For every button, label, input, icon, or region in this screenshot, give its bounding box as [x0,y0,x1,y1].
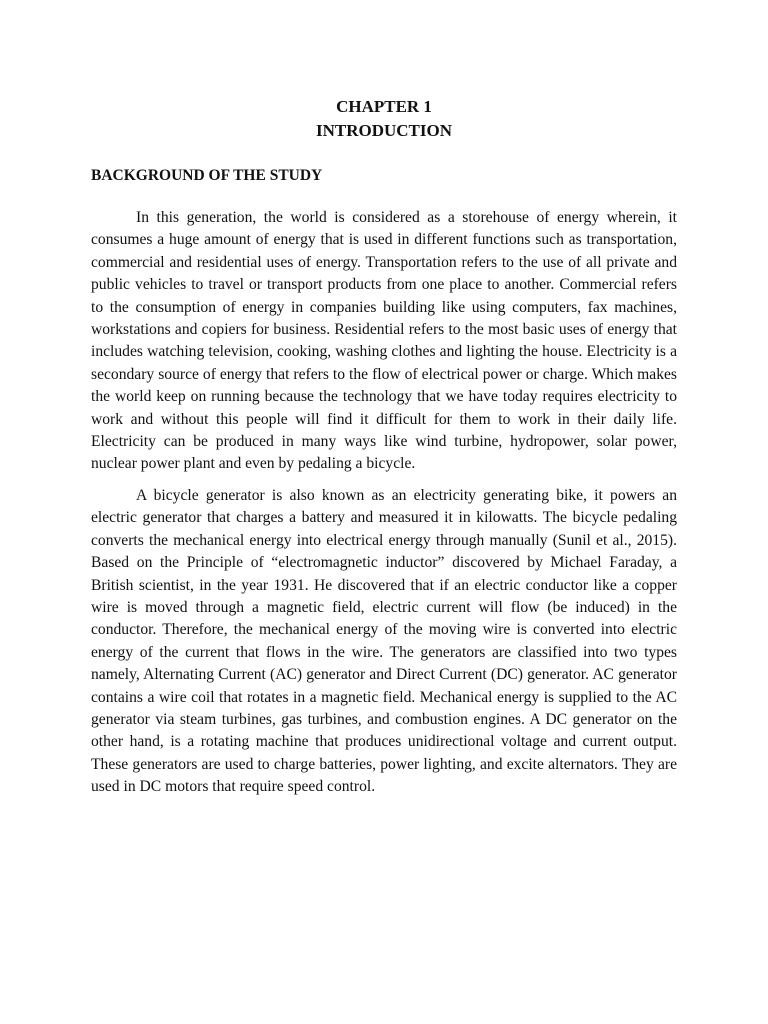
paragraph-1: In this generation, the world is considered as a storehouse of energy wherein, it consumes a huge amount of energy that is used in different functions such as transportation, commercial and residential uses of energy. Transportation refers to the use of all private and public vehicles to travel or transport products from one place to another. Commercial refers to the consumption of energy in companies building like using computers, fax machines, workstations and copiers for business. Residential refers to the most basic uses of energy that includes watching television, cooking, washing clothes and lighting the house. Electricity is a secondary source of energy that refers to the flow of electrical power or charge. Which makes the world keep on running because the technology that we have today requires electricity to work and without this people will find it difficult for them to work in their daily life. Electricity can be produced in many ways like wind turbine, hydropower, solar power, nuclear power plant and even by pedaling a bicycle. [91,209,677,473]
paragraph-2: A bicycle generator is also known as an electricity generating bike, it powers an electric generator that charges a battery and measured it in kilowatts. The bicycle pedaling converts the mechanical energy into electrical energy through manually (Sunil et al., 2015). Based on the Principle of “electromagnetic inductor” discovered by Michael Faraday, a British scientist, in the year 1931. He discovered that if an electric conductor like a copper wire is moved through a magnetic field, electric current will flow (be induced) in the conductor. Therefore, the mechanical energy of the moving wire is converted into electric energy of the current that flows in the wire. The generators are classified into two types namely, Alternating Current (AC) generator and Direct Current (DC) generator. AC generator contains a wire coil that rotates in a magnetic field. Mechanical energy is supplied to the AC generator via steam turbines, gas turbines, and combustion engines. A DC generator on the other hand, is a rotating machine that produces unidirectional voltage and current output. These generators are used to charge batteries, power lighting, and excite alternators. They are used in DC motors that require speed control. [91,486,677,796]
section-heading: BACKGROUND OF THE STUDY [91,167,323,184]
body-text [91,207,677,808]
chapter-title: INTRODUCTION [315,121,453,140]
chapter-number: CHAPTER 1 [336,97,432,116]
chapter-heading [0,95,768,143]
